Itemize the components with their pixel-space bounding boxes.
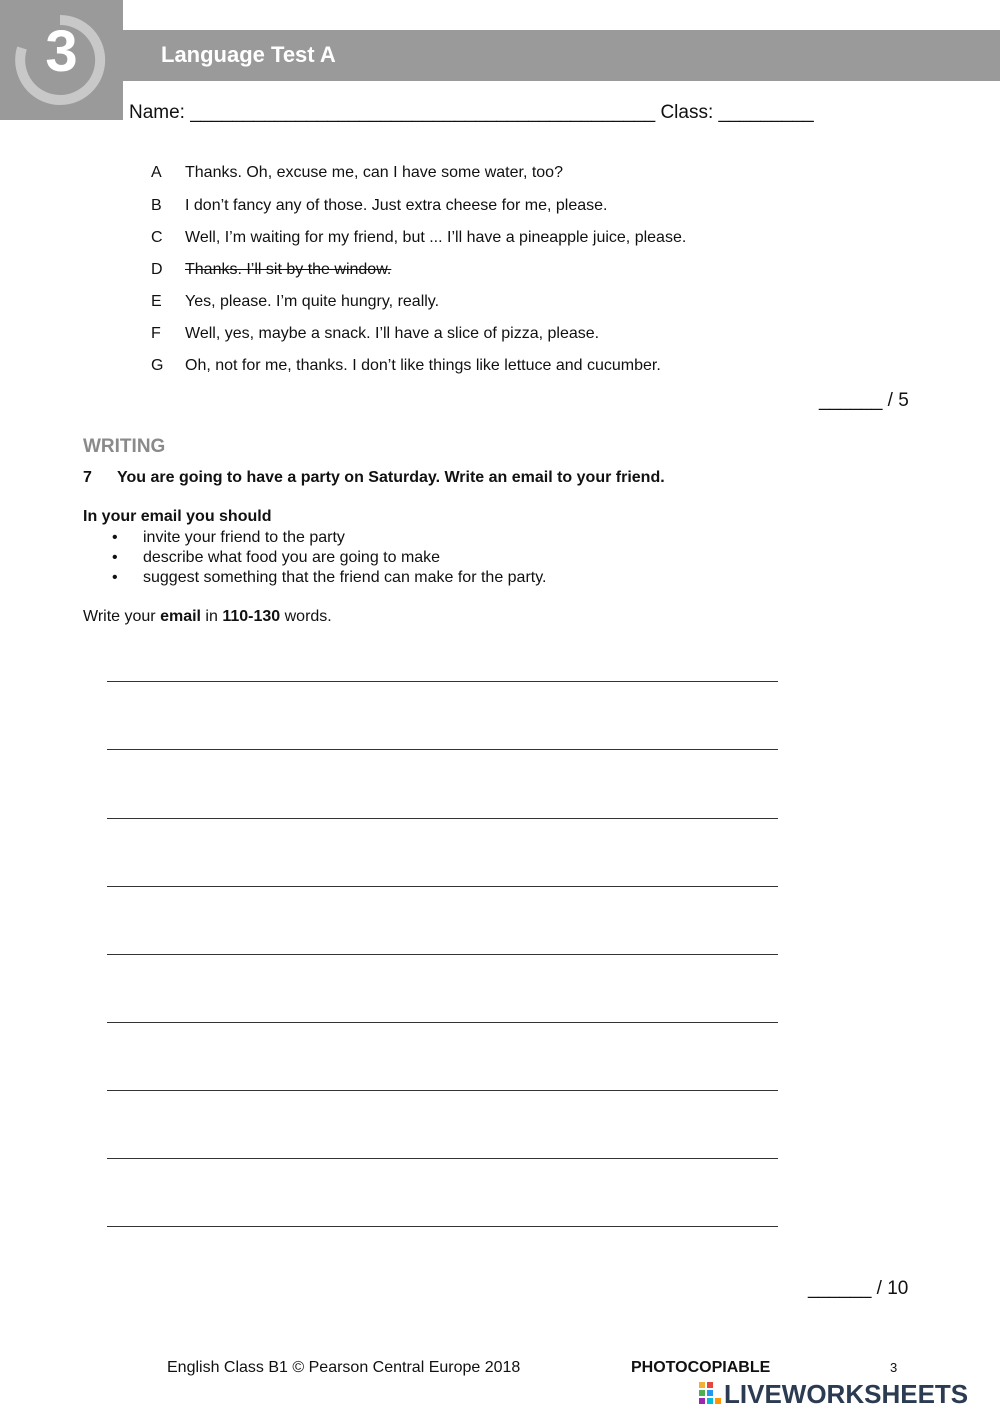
answer-line[interactable] bbox=[107, 886, 778, 887]
answer-line[interactable] bbox=[107, 1022, 778, 1023]
instruction-text: Write your bbox=[83, 608, 161, 625]
test-title: Language Test A bbox=[161, 42, 336, 67]
answer-line[interactable] bbox=[107, 954, 778, 955]
bullet-text: invite your friend to the party bbox=[143, 529, 345, 546]
task-text: You are going to have a party on Saturday. Write an email to your friend. bbox=[117, 469, 665, 486]
option-b bbox=[151, 196, 607, 216]
option-letter: G bbox=[151, 357, 164, 374]
option-letter: C bbox=[151, 229, 163, 246]
answer-line[interactable] bbox=[107, 1158, 778, 1159]
bullet-dot-icon: • bbox=[112, 569, 118, 586]
answer-line[interactable] bbox=[107, 1226, 778, 1227]
answer-line[interactable] bbox=[107, 749, 778, 750]
instruction-text: words. bbox=[280, 608, 332, 625]
option-letter: A bbox=[151, 164, 162, 181]
footer-photocopiable: PHOTOCOPIABLE bbox=[631, 1359, 771, 1376]
option-a bbox=[151, 163, 563, 183]
word-count-instruction bbox=[83, 607, 332, 627]
page-number: 3 bbox=[890, 1360, 898, 1375]
should-heading: In your email you should bbox=[83, 508, 272, 525]
instruction-bold-word-range: 110-130 bbox=[222, 608, 281, 625]
bullet-item bbox=[112, 568, 546, 588]
liveworksheets-logo-text: LIVEWORKSHEETS bbox=[724, 1379, 969, 1409]
option-letter: B bbox=[151, 197, 162, 214]
option-text: Well, yes, maybe a snack. I’ll have a slice of pizza, please. bbox=[185, 325, 600, 342]
option-e bbox=[151, 292, 439, 312]
option-g bbox=[151, 356, 661, 376]
title-bar bbox=[123, 30, 1000, 81]
liveworksheets-grid-icon bbox=[698, 1381, 722, 1405]
instruction-text: in bbox=[200, 608, 223, 625]
score-options[interactable]: ______ / 5 bbox=[819, 390, 909, 411]
option-letter: F bbox=[151, 325, 161, 342]
option-text-struck: Thanks. I’ll sit by the window. bbox=[185, 261, 392, 278]
bullet-text: suggest something that the friend can make for the party. bbox=[143, 569, 547, 586]
score-writing[interactable]: ______ / 10 bbox=[808, 1278, 909, 1299]
unit-badge bbox=[0, 0, 123, 120]
answer-line[interactable] bbox=[107, 1090, 778, 1091]
unit-number: 3 bbox=[45, 19, 78, 84]
option-letter: D bbox=[151, 261, 163, 278]
option-text: Yes, please. I’m quite hungry, really. bbox=[185, 293, 440, 310]
bullet-dot-icon: • bbox=[112, 549, 118, 566]
bullet-item bbox=[112, 528, 345, 548]
instruction-bold-email: email bbox=[160, 608, 201, 625]
footer-copyright: English Class B1 © Pearson Central Europe 2018 bbox=[167, 1359, 521, 1376]
answer-line[interactable] bbox=[107, 681, 778, 682]
bullet-item bbox=[112, 548, 440, 568]
option-letter: E bbox=[151, 293, 162, 310]
option-f bbox=[151, 324, 599, 344]
option-text: Thanks. Oh, excuse me, can I have some water, too? bbox=[185, 164, 563, 181]
bullet-text: describe what food you are going to make bbox=[143, 549, 441, 566]
option-text: Oh, not for me, thanks. I don’t like things like lettuce and cucumber. bbox=[185, 357, 661, 374]
task-number: 7 bbox=[83, 469, 92, 486]
section-heading-writing: WRITING bbox=[83, 436, 166, 457]
bullet-dot-icon: • bbox=[112, 529, 118, 546]
task-instruction bbox=[83, 468, 665, 488]
name-class-line: Name: ____________________________________________ Class: _________ bbox=[129, 102, 814, 123]
option-c bbox=[151, 228, 686, 248]
answer-line[interactable] bbox=[107, 818, 778, 819]
option-text: I don’t fancy any of those. Just extra cheese for me, please. bbox=[185, 197, 608, 214]
option-d bbox=[151, 260, 391, 280]
option-text: Well, I’m waiting for my friend, but ... I’ll have a pineapple juice, please. bbox=[185, 229, 687, 246]
